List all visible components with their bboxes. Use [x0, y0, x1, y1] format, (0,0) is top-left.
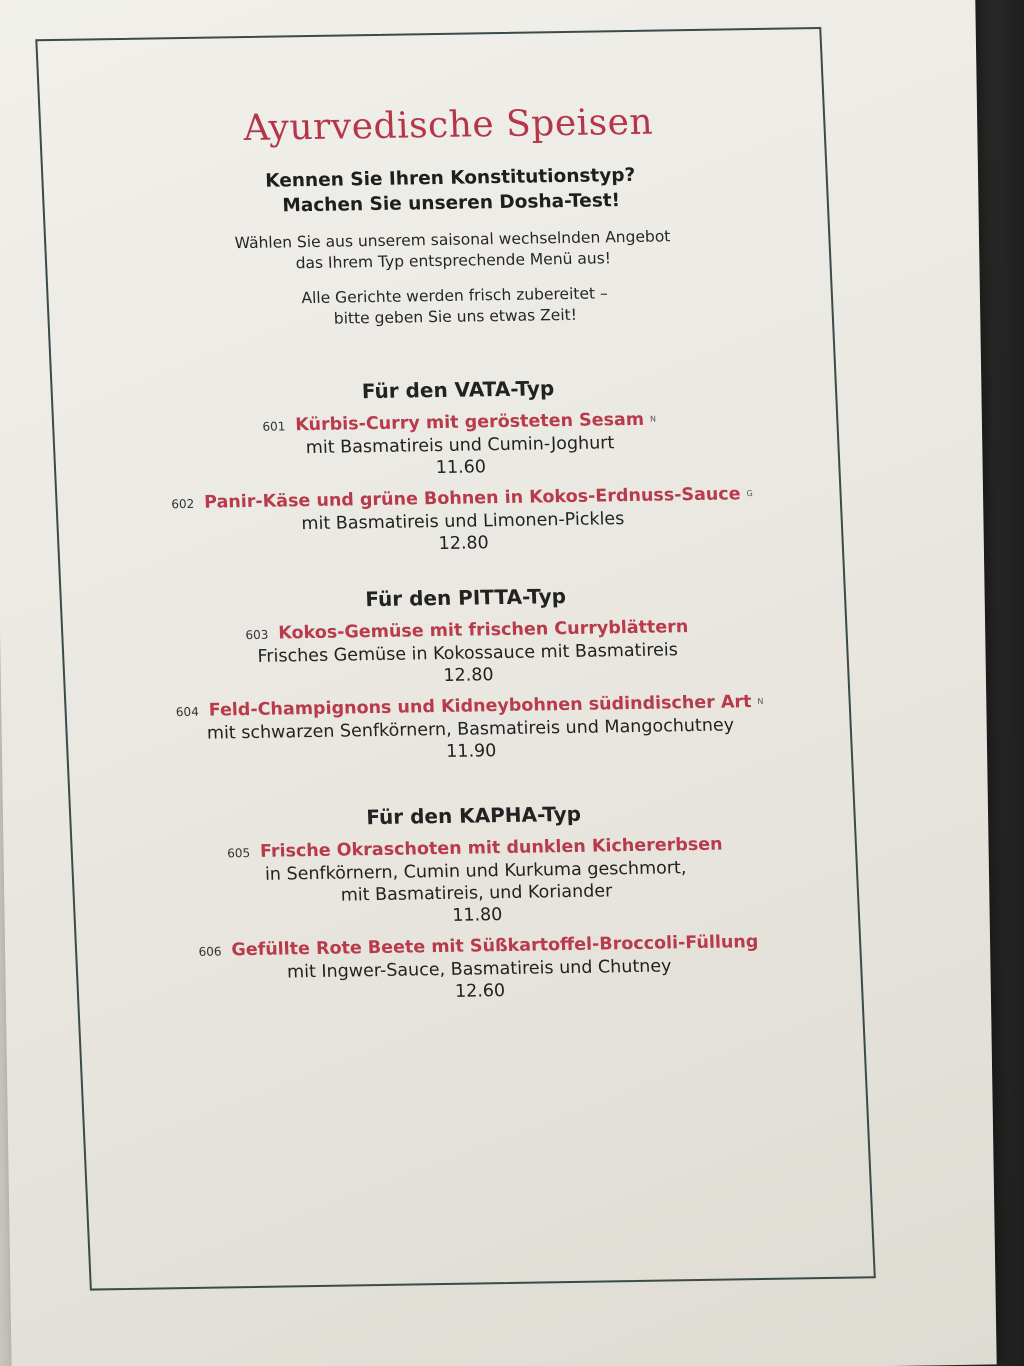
- dish-price: 12.80: [443, 665, 494, 686]
- dish-number: 603: [245, 627, 269, 643]
- dish-604: [99, 690, 841, 770]
- dish-603: [97, 614, 839, 694]
- dish-number: 604: [175, 704, 200, 720]
- dish-mark: G: [746, 489, 753, 499]
- dish-606: [108, 930, 850, 1010]
- dish-price: 11.80: [451, 905, 503, 926]
- intro-call-to-action: Machen Sie unseren Dosha-Test!: [281, 190, 621, 217]
- dish-name: Gefüllte Rote Beete mit Süßkartoffel-Broccoli-Füllung: [231, 932, 759, 961]
- dish-name: Kürbis-Curry mit gerösteten Sesam: [294, 409, 645, 436]
- dish-price: 11.60: [435, 457, 487, 479]
- dish-description: mit Basmatireis und Limonen-Pickles: [301, 509, 625, 535]
- dish-name: Panir-Käse und grüne Bohnen in Kokos-Erdnuss-Sauce: [203, 484, 741, 513]
- section-title: Für den KAPHA-Typ: [365, 801, 582, 830]
- section-kapha: [103, 798, 850, 1010]
- dish-description: in Senfkörnern, Cumin und Kurkuma geschmort,: [264, 858, 687, 885]
- dish-description: mit Basmatireis und Cumin-Joghurt: [305, 433, 615, 459]
- section-title: Für den VATA-Typ: [361, 376, 555, 404]
- dish-name: Kokos-Gemüse mit frischen Curryblättern: [277, 617, 689, 644]
- dish-number: 606: [198, 944, 222, 959]
- dish-number: 601: [262, 419, 286, 434]
- section-vata: [88, 372, 834, 562]
- intro-paragraph-choice: [82, 224, 823, 278]
- intro-paragraph-line: das Ihrem Typ entsprechende Menü aus!: [295, 249, 612, 273]
- section-title: Für den PITTA-Typ: [364, 584, 567, 612]
- menu-title: Ayurvedische Speisen: [242, 101, 654, 150]
- dish-description: mit Ingwer-Sauce, Basmatireis und Chutney: [286, 956, 672, 983]
- section-pitta: [95, 580, 841, 770]
- dish-number: 602: [171, 496, 195, 512]
- intro-paragraph-line: Alle Gerichte werden frisch zubereitet –: [301, 284, 609, 308]
- dish-price: 11.90: [445, 741, 497, 762]
- intro-paragraph-fresh: [84, 280, 825, 334]
- dish-605: [105, 832, 848, 934]
- intro-question: Kennen Sie Ihren Konstitutionstyp?: [264, 164, 636, 192]
- dish-description-line2: mit Basmatireis, und Koriander: [340, 881, 613, 906]
- dish-name: Frische Okraschoten mit dunklen Kichererbsen: [259, 834, 723, 862]
- dish-601: [89, 406, 831, 486]
- dish-mark: N: [649, 414, 657, 424]
- dish-mark: N: [757, 696, 764, 707]
- menu-content: [77, 77, 851, 1017]
- dish-description: Frisches Gemüse in Kokossauce mit Basmatireis: [257, 640, 679, 667]
- dish-name: Feld-Champignons und Kidneybohnen südindischer Art: [208, 692, 752, 721]
- dish-price: 12.80: [438, 533, 490, 555]
- intro-paragraph-line: Wählen Sie aus unserem saisonal wechselnden Angebot: [234, 227, 671, 253]
- dish-number: 605: [226, 846, 251, 861]
- dish-description: mit schwarzen Senfkörnern, Basmatireis und Mangochutney: [206, 715, 735, 744]
- dish-price: 12.60: [454, 981, 506, 1002]
- intro-paragraph-line: bitte geben Sie uns etwas Zeit!: [333, 305, 578, 328]
- dish-602: [92, 482, 834, 562]
